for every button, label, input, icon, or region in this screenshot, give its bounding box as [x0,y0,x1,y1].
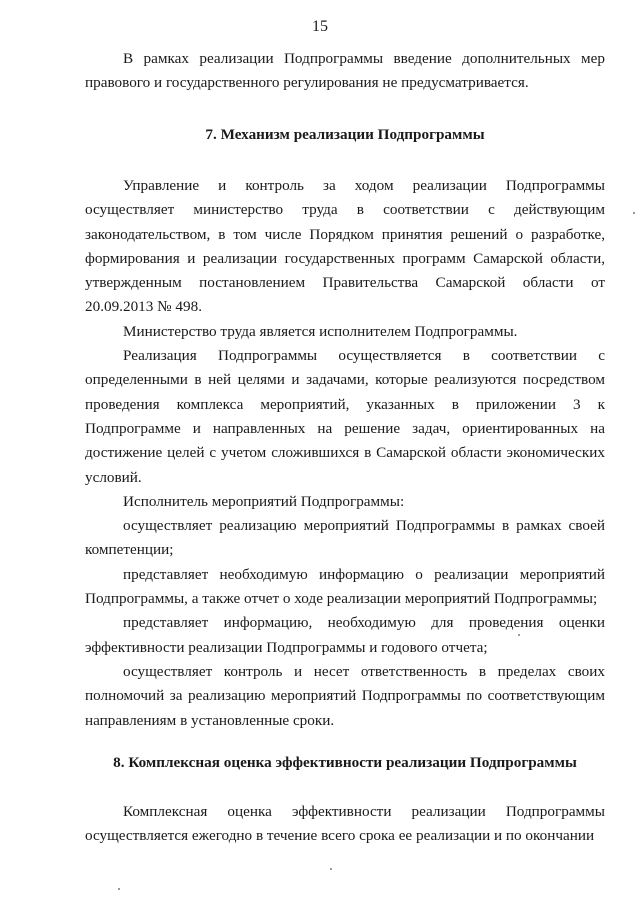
section-8-body [85,800,605,849]
section-7-heading-wrap [85,123,605,147]
section-7-paragraph: Реализация Подпрограммы осуществляется в соответствии с определенными в ней целями и задачами, которые реализуются посредством проведения комплекса мероприятий, указанных в приложении 3 к Подпрограмме и направленных на решение задач, ориентированных на достижение целей с учетом сложившихся в Самарской области экономических условий. [85,347,605,486]
section-8-heading-wrap [85,751,605,775]
section-7-body [85,174,605,733]
section-7-heading: 7. Механизм реализации Подпрограммы [205,126,485,143]
intro-block [85,47,605,96]
section-7-paragraph: представляет информацию, необходимую для проведения оценки эффективности реализации Подпрограммы и годового отчета; [85,614,605,656]
section-7-paragraph: Исполнитель мероприятий Подпрограммы: [123,492,405,510]
section-7-paragraph: Министерство труда является исполнителем Подпрограммы. [123,322,518,340]
section-8-paragraph: Комплексная оценка эффективности реализации Подпрограммы осуществляется ежегодно в течение всего срока ее реализации и по окончании [85,803,605,845]
scan-speck [330,868,332,870]
section-8-heading: 8. Комплексная оценка эффективности реализации Подпрограммы [113,754,577,771]
section-7-paragraph: представляет необходимую информацию о реализации мероприятий Подпрограммы, а также отчет о ходе реализации мероприятий Подпрограммы; [85,565,605,608]
intro-paragraph: В рамках реализации Подпрограммы введение дополнительных мер правового и государственного регулирования не предусматривается. [85,50,605,92]
section-7-paragraph: осуществляет контроль и несет ответственность в пределах своих полномочий за реализацию мероприятий Подпрограммы по соответствующим направлениям в установленные сроки. [85,662,605,729]
scan-speck [118,888,120,890]
scan-speck [518,634,520,636]
scan-speck [633,212,635,214]
section-7-paragraph: Управление и контроль за ходом реализации Подпрограммы осуществляет министерство труда в соответствии с действующим законодательством, в том числе Порядком принятия решений о разработке, формирования и реализации государственных программ Самарской области, утвержденным постановлением Правительства Самарской области от 20.09.2013 № 498. [85,177,605,316]
section-7-paragraph: осуществляет реализацию мероприятий Подпрограммы в рамках своей компетенции; [85,517,605,559]
page-number: 15 [312,18,328,35]
